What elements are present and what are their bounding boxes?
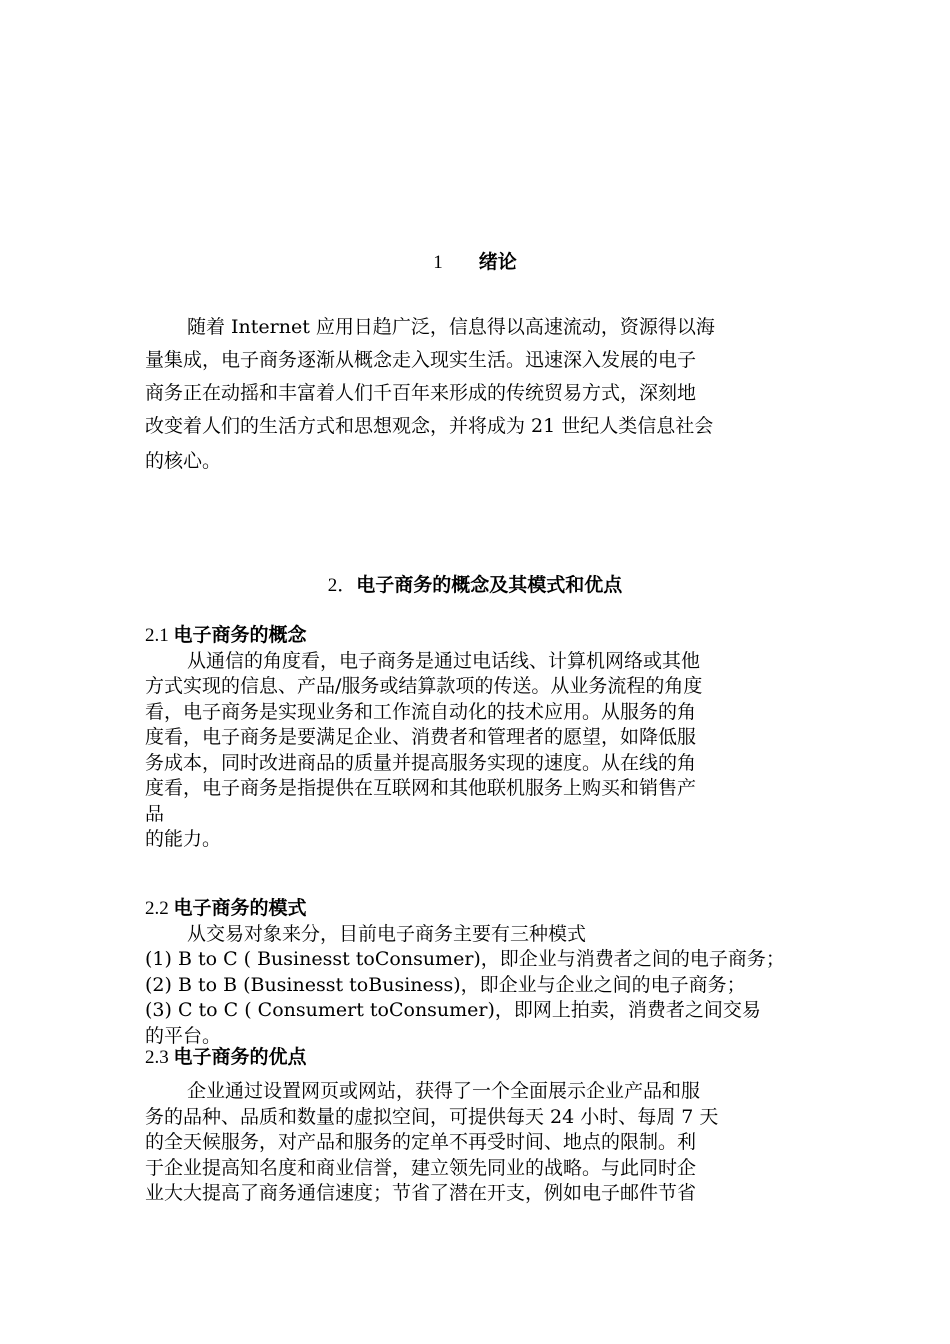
section-2-title: 电子商务的概念及其模式和优点 [356, 574, 623, 596]
intro-line-5: 的核心。 [145, 450, 222, 472]
section-2-2 [145, 896, 810, 1049]
s21-line-3: 看，电子商务是实现业务和工作流自动化的技术应用。从服务的角 [145, 700, 697, 723]
section-2-1-heading [145, 623, 810, 649]
s23-line-3: 的全天候服务，对产品和服务的定单不再受时间、地点的限制。利 [145, 1131, 697, 1153]
s21-line-6: 度看，电子商务是指提供在互联网和其他联机服务上购买和销售产 [145, 777, 697, 799]
chapter-1-number: 1 [433, 252, 443, 273]
intro-line-3: 商务正在动摇和丰富着人们千百年来形成的传统贸易方式，深刻地 [145, 382, 697, 404]
s23-line-5: 业大大提高了商务通信速度；节省了潜在开支，例如电子邮件节省 [145, 1182, 697, 1204]
intro-line-4: 改变着人们的生活方式和思想观念，并将成为 21 世纪人类信息社会 [145, 415, 714, 437]
section-2-3-number: 2.3 [145, 1047, 169, 1068]
s23-line-1: 企业通过设置网页或网站，获得了一个全面展示企业产品和服 [187, 1080, 701, 1102]
section-2-3-title: 电子商务的优点 [173, 1046, 307, 1068]
section-2-3 [145, 1045, 810, 1207]
section-2-2-heading [145, 896, 810, 922]
chapter-1-heading [0, 250, 950, 275]
s22-line-1: 从交易对象来分，目前电子商务主要有三种模式 [187, 922, 587, 945]
s22-list-item-3: (3) C to C ( Consumert toConsumer)，即网上拍卖，消费者之间交易 [145, 999, 761, 1021]
section-2-2-title: 电子商务的模式 [173, 897, 307, 919]
s21-line-5: 务成本，同时改进商品的质量并提高服务实现的速度。从在线的角 [145, 751, 697, 774]
intro-line-1: 随着 Internet 应用日趋广泛，信息得以高速流动，资源得以海 [187, 316, 715, 338]
s21-line-7: 品 [145, 802, 165, 825]
s21-line-2: 方式实现的信息、产品/服务或结算款项的传送。从业务流程的角度 [145, 675, 703, 697]
s21-line-4: 度看，电子商务是要满足企业、消费者和管理者的愿望，如降低服 [145, 726, 697, 748]
intro-line-2: 量集成，电子商务逐渐从概念走入现实生活。迅速深入发展的电子 [145, 349, 697, 371]
section-2-1-number: 2.1 [145, 625, 169, 646]
intro-paragraph [145, 312, 810, 478]
s22-list-item-3-cont: 的平台。 [145, 1024, 222, 1047]
section-2-number: 2． [327, 575, 357, 596]
section-2-2-number: 2.2 [145, 898, 169, 919]
s23-line-2: 务的品种、品质和数量的虚拟空间，可提供每天 24 小时、每周 7 天 [145, 1105, 719, 1128]
chapter-1-title: 绪论 [478, 251, 517, 273]
section-2-1-title: 电子商务的概念 [173, 624, 307, 646]
s23-line-4: 于企业提高知名度和商业信誉，建立领先同业的战略。与此同时企 [145, 1156, 697, 1179]
s21-line-8: 的能力。 [145, 828, 222, 850]
section-2-1 [145, 623, 810, 853]
s22-list-item-2: (2) B to B (Businesst toBusiness)，即企业与企业之间的电子商务； [145, 973, 746, 996]
section-2-3-heading [145, 1045, 810, 1079]
s22-list-item-1: (1) B to C ( Businesst toConsumer)，即企业与消费者之间的电子商务； [145, 948, 785, 970]
section-2-heading [0, 573, 950, 598]
s21-line-1: 从通信的角度看，电子商务是通过电话线、计算机网络或其他 [187, 649, 701, 672]
